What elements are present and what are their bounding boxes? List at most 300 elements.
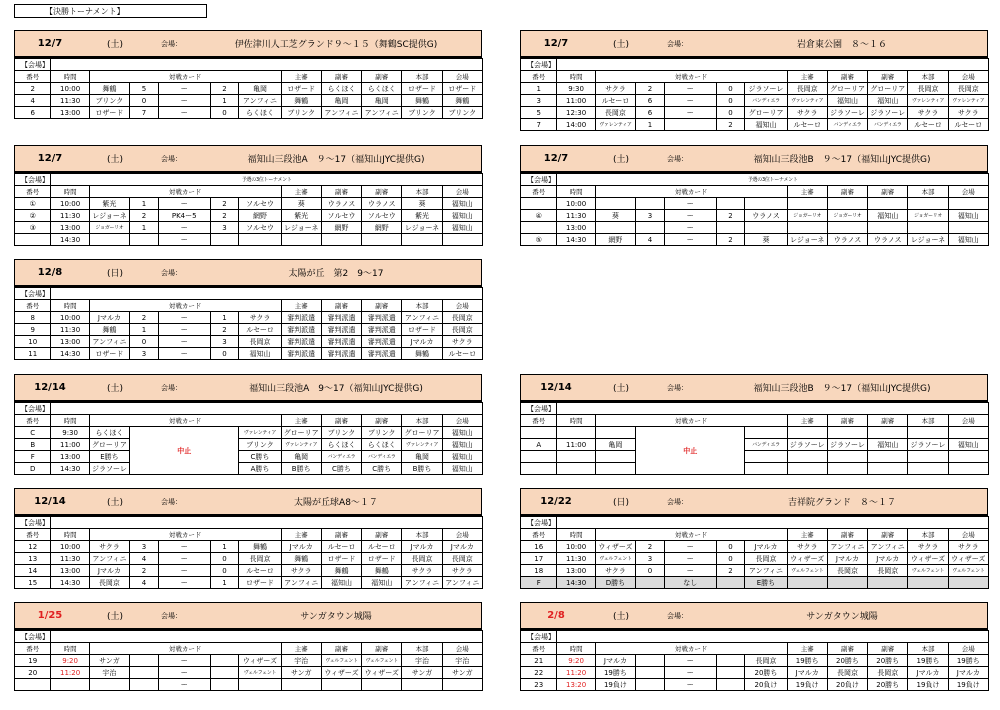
table-cell: 舞鶴 bbox=[321, 565, 361, 577]
table-cell: ー bbox=[664, 541, 716, 553]
table-cell: 19勝ち bbox=[595, 667, 635, 679]
table-cell: 宇治 bbox=[281, 655, 321, 667]
page-title: 【決勝トーナメント】 bbox=[14, 4, 207, 18]
table-cell: ロザード bbox=[442, 83, 482, 95]
table-cell: なし bbox=[664, 577, 716, 589]
table-row bbox=[521, 83, 989, 95]
weekday: (土) bbox=[106, 155, 124, 165]
table-cell bbox=[636, 577, 665, 589]
table-cell: ー bbox=[158, 312, 210, 324]
table-cell: ヴァレンティア bbox=[239, 427, 281, 439]
table-cell: ルセーロ bbox=[442, 348, 482, 360]
table-cell: 長岡京 bbox=[745, 655, 787, 667]
col-header-time: 時間 bbox=[557, 71, 595, 83]
table-cell: ヴァレンティア bbox=[281, 439, 321, 451]
table-cell: アンフィニ bbox=[89, 553, 129, 565]
table-cell: 亀岡 bbox=[281, 451, 321, 463]
table-cell: ー bbox=[664, 222, 716, 234]
col-header-card: 対戦カード bbox=[595, 186, 787, 198]
table-cell: 10:00 bbox=[51, 83, 89, 95]
venue-name: サンガタウン城陽 bbox=[300, 612, 372, 622]
table-cell: アンフィニ bbox=[321, 107, 361, 119]
table-cell bbox=[130, 234, 159, 246]
table-cell: 20勝ち bbox=[745, 667, 787, 679]
table-cell: 9 bbox=[15, 324, 51, 336]
table-cell: ロザード bbox=[89, 107, 129, 119]
table-cell: らくほく bbox=[89, 427, 129, 439]
weekday: (土) bbox=[612, 40, 630, 50]
table-row bbox=[521, 439, 989, 451]
table-cell: アンフィニ bbox=[827, 541, 867, 553]
table-cell bbox=[210, 679, 239, 691]
col-header-main: 主審 bbox=[787, 71, 827, 83]
block-header bbox=[520, 374, 988, 402]
col-header-honbu: 本部 bbox=[402, 71, 442, 83]
table-cell: ⑤ bbox=[521, 234, 557, 246]
table-cell: 11:00 bbox=[557, 439, 595, 451]
table-cell: 20 bbox=[15, 667, 51, 679]
table-cell: Jマルカ bbox=[402, 541, 442, 553]
table-cell: ブリンク bbox=[362, 427, 402, 439]
weekday: (土) bbox=[106, 612, 124, 622]
table-cell: 2 bbox=[210, 198, 239, 210]
table-cell: 20負け bbox=[745, 679, 787, 691]
col-header-sub: 副審 bbox=[827, 71, 867, 83]
table-cell: 2 bbox=[716, 210, 745, 222]
table-cell bbox=[716, 577, 745, 589]
table-cell: 19勝ち bbox=[787, 655, 827, 667]
table-cell bbox=[716, 222, 745, 234]
table-cell: ジラソーレ bbox=[827, 107, 867, 119]
table-cell: バンディエラ bbox=[362, 451, 402, 463]
table-cell: 審判派遣 bbox=[321, 324, 361, 336]
table-cell: 2 bbox=[130, 565, 159, 577]
table-cell bbox=[595, 427, 635, 439]
venue-name: 福知山三段池A ９～17（福知山JYC提供G) bbox=[247, 155, 425, 165]
schedule-block bbox=[520, 602, 988, 691]
table-cell: 長岡京 bbox=[595, 107, 635, 119]
table-row bbox=[15, 577, 483, 589]
block-subtitle bbox=[557, 517, 989, 529]
table-cell: サクラ bbox=[948, 541, 988, 553]
table-cell: 2 bbox=[130, 210, 159, 222]
table-cell: サクラ bbox=[442, 336, 482, 348]
col-header-time: 時間 bbox=[51, 71, 89, 83]
table-header bbox=[15, 300, 483, 312]
table-cell: ルセーロ bbox=[239, 565, 281, 577]
table-cell: 審判派遣 bbox=[321, 336, 361, 348]
table-cell: 0 bbox=[130, 336, 159, 348]
table-cell: ジラソーレ bbox=[787, 439, 827, 451]
table-cell: ー bbox=[664, 210, 716, 222]
weekday: (日) bbox=[612, 498, 630, 508]
venue-label: 会場： bbox=[667, 497, 688, 506]
table-row bbox=[15, 83, 483, 95]
table-cell bbox=[557, 451, 595, 463]
table-cell: ー bbox=[664, 655, 716, 667]
table-cell: ルセーロ bbox=[239, 324, 281, 336]
table-cell: 2 bbox=[130, 312, 159, 324]
table-cell: 福知山 bbox=[827, 95, 867, 107]
table-cell: 11:30 bbox=[557, 210, 595, 222]
schedule-block bbox=[14, 259, 482, 360]
table-cell: ソルセウ bbox=[239, 198, 281, 210]
table-cell: D bbox=[15, 463, 51, 475]
col-header-card: 対戦カード bbox=[89, 186, 281, 198]
table-row bbox=[15, 348, 483, 360]
table-cell: ジラソーレ bbox=[908, 439, 948, 451]
weekday: (土) bbox=[612, 384, 630, 394]
table-cell: 10:00 bbox=[557, 541, 595, 553]
table-cell: 5 bbox=[521, 107, 557, 119]
table-cell bbox=[239, 679, 281, 691]
table-cell: ロザード bbox=[239, 577, 281, 589]
col-header-time: 時間 bbox=[557, 415, 595, 427]
venue-name: サンガタウン城陽 bbox=[806, 612, 878, 622]
table-cell: Jマルカ bbox=[868, 553, 908, 565]
table-cell: 8 bbox=[15, 312, 51, 324]
col-header-card: 対戦カード bbox=[595, 643, 787, 655]
block-subtitle: 予選の3位トーナメント bbox=[51, 174, 483, 186]
table-cell: 網野 bbox=[595, 234, 635, 246]
table-cell: 2 bbox=[15, 83, 51, 95]
table-cell: 17 bbox=[521, 553, 557, 565]
table-cell: バンディエラ bbox=[745, 439, 787, 451]
venue-label: 会場： bbox=[667, 154, 688, 163]
venue-label: 会場： bbox=[161, 497, 182, 506]
table-cell: 4 bbox=[636, 234, 665, 246]
col-header-honbu: 本部 bbox=[908, 71, 948, 83]
table-cell: 舞鶴 bbox=[442, 95, 482, 107]
table-cell: 舞鶴 bbox=[281, 553, 321, 565]
table-cell: アンフィニ bbox=[402, 577, 442, 589]
col-header-honbu: 本部 bbox=[402, 300, 442, 312]
table-cell: ロザード bbox=[281, 83, 321, 95]
table-cell: 福知山 bbox=[442, 439, 482, 451]
table-cell: 6 bbox=[636, 107, 665, 119]
table-row bbox=[15, 553, 483, 565]
table-cell: 11:20 bbox=[557, 667, 595, 679]
col-header-card: 対戦カード bbox=[595, 415, 787, 427]
table-cell: 舞鶴 bbox=[239, 541, 281, 553]
table-cell bbox=[15, 234, 51, 246]
table-cell: バンディエラ bbox=[321, 451, 361, 463]
table-cell: B勝ち bbox=[281, 463, 321, 475]
table-cell: サクラ bbox=[442, 565, 482, 577]
schedule-table bbox=[520, 173, 989, 246]
table-cell: 18 bbox=[521, 565, 557, 577]
col-header-time: 時間 bbox=[51, 186, 89, 198]
col-header-sub: 副審 bbox=[868, 643, 908, 655]
table-cell: 19勝ち bbox=[948, 655, 988, 667]
col-header-card: 対戦カード bbox=[89, 415, 281, 427]
col-header-main: 主審 bbox=[281, 529, 321, 541]
schedule-block bbox=[14, 488, 482, 589]
schedule-block bbox=[14, 602, 482, 691]
table-header bbox=[521, 71, 989, 83]
col-header-no: 番号 bbox=[15, 71, 51, 83]
table-cell: ジラソーレ bbox=[868, 107, 908, 119]
table-cell bbox=[868, 427, 908, 439]
col-header-card: 対戦カード bbox=[89, 300, 281, 312]
table-cell: ー bbox=[664, 107, 716, 119]
table-cell: ソルセウ bbox=[321, 210, 361, 222]
table-cell: 審判派遣 bbox=[281, 336, 321, 348]
col-header-time: 時間 bbox=[51, 529, 89, 541]
block-header bbox=[14, 374, 482, 402]
table-cell: バンディエラ bbox=[868, 119, 908, 131]
table-header bbox=[15, 415, 483, 427]
schedule-table bbox=[520, 516, 989, 589]
table-cell: ヴェルフェント bbox=[787, 565, 827, 577]
table-cell bbox=[636, 222, 665, 234]
cancel-cell: 中止 bbox=[130, 427, 239, 475]
table-header bbox=[521, 415, 989, 427]
block-subtitle bbox=[51, 517, 483, 529]
table-cell: 1 bbox=[210, 312, 239, 324]
table-cell bbox=[745, 198, 787, 210]
match-date: 2/8 bbox=[547, 610, 565, 621]
col-header-sub: 副審 bbox=[827, 186, 867, 198]
table-cell bbox=[130, 655, 159, 667]
table-cell bbox=[362, 234, 402, 246]
col-header-sub: 副審 bbox=[321, 643, 361, 655]
match-date: 12/7 bbox=[543, 38, 569, 49]
table-cell: Jマルカ bbox=[745, 541, 787, 553]
col-header-kaijo: 会場 bbox=[948, 529, 988, 541]
schedule-table bbox=[14, 630, 483, 691]
table-cell: 2 bbox=[210, 324, 239, 336]
table-cell: ④ bbox=[521, 210, 557, 222]
table-row bbox=[15, 655, 483, 667]
table-cell: らくほく bbox=[239, 107, 281, 119]
table-cell: 網野 bbox=[321, 222, 361, 234]
block-header bbox=[14, 30, 482, 58]
table-cell: 0 bbox=[636, 565, 665, 577]
table-cell: ロザード bbox=[321, 553, 361, 565]
table-cell: ウィザーズ bbox=[239, 655, 281, 667]
table-cell bbox=[595, 463, 635, 475]
table-cell: 12 bbox=[15, 541, 51, 553]
table-cell: 福知山 bbox=[948, 439, 988, 451]
table-cell: 長岡京 bbox=[827, 565, 867, 577]
col-header-main: 主審 bbox=[787, 186, 827, 198]
table-cell: レジョーネ bbox=[787, 234, 827, 246]
table-cell: 長岡京 bbox=[239, 336, 281, 348]
col-header-sub: 副審 bbox=[868, 186, 908, 198]
schedule-block bbox=[14, 30, 482, 119]
table-cell: 亀岡 bbox=[595, 439, 635, 451]
col-header-card: 対戦カード bbox=[595, 71, 787, 83]
table-cell bbox=[827, 222, 867, 234]
block-header bbox=[520, 602, 988, 630]
table-cell: 2 bbox=[210, 83, 239, 95]
col-header-no: 番号 bbox=[521, 71, 557, 83]
table-cell bbox=[827, 463, 867, 475]
table-cell: 福知山 bbox=[442, 451, 482, 463]
schedule-table bbox=[14, 516, 483, 589]
table-cell bbox=[442, 679, 482, 691]
table-cell: Jマルカ bbox=[827, 553, 867, 565]
table-cell bbox=[908, 198, 948, 210]
block-header bbox=[14, 602, 482, 630]
table-cell bbox=[664, 119, 716, 131]
schedule-table bbox=[14, 287, 483, 360]
table-cell: 福知山 bbox=[362, 577, 402, 589]
table-cell: 20勝ち bbox=[868, 679, 908, 691]
table-cell bbox=[595, 222, 635, 234]
table-cell: 14 bbox=[15, 565, 51, 577]
table-row bbox=[521, 541, 989, 553]
table-cell: 7 bbox=[130, 107, 159, 119]
col-header-time: 時間 bbox=[557, 643, 595, 655]
table-cell: 長岡京 bbox=[442, 312, 482, 324]
table-cell: 網野 bbox=[362, 222, 402, 234]
table-cell: 11:20 bbox=[51, 667, 89, 679]
schedule-block bbox=[14, 374, 482, 475]
table-cell bbox=[868, 463, 908, 475]
col-header-card: 対戦カード bbox=[595, 529, 787, 541]
table-cell: 7 bbox=[521, 119, 557, 131]
table-cell bbox=[908, 463, 948, 475]
table-cell bbox=[948, 198, 988, 210]
table-cell: 紫光 bbox=[89, 198, 129, 210]
table-cell: 9:30 bbox=[51, 427, 89, 439]
table-cell bbox=[827, 451, 867, 463]
schedule-block bbox=[520, 488, 988, 589]
venue-name: 福知山三段池A 9～17（福知山JYC提供G) bbox=[249, 384, 423, 394]
table-cell bbox=[281, 679, 321, 691]
table-cell: レジョーネ bbox=[908, 234, 948, 246]
cancel-cell: 中止 bbox=[636, 427, 745, 475]
table-cell: C勝ち bbox=[239, 451, 281, 463]
table-cell: 福知山 bbox=[868, 95, 908, 107]
table-cell: 長岡京 bbox=[787, 83, 827, 95]
table-cell: Jマルカ bbox=[402, 336, 442, 348]
table-cell: 審判派遣 bbox=[281, 312, 321, 324]
table-cell bbox=[787, 463, 827, 475]
col-header-honbu: 本部 bbox=[908, 643, 948, 655]
col-header-sub: 副審 bbox=[362, 529, 402, 541]
block-subtitle bbox=[557, 631, 989, 643]
weekday: (土) bbox=[612, 155, 630, 165]
match-date: 12/7 bbox=[37, 153, 63, 164]
table-row bbox=[521, 667, 989, 679]
table-cell: ー bbox=[158, 667, 210, 679]
table-cell: ① bbox=[15, 198, 51, 210]
col-header-honbu: 本部 bbox=[402, 415, 442, 427]
table-row bbox=[15, 541, 483, 553]
table-row bbox=[521, 95, 989, 107]
table-cell: らくほく bbox=[321, 83, 361, 95]
table-cell: ー bbox=[158, 348, 210, 360]
table-cell: ロザード bbox=[362, 553, 402, 565]
table-cell: 審判派遣 bbox=[362, 324, 402, 336]
venue-label: 会場： bbox=[161, 39, 182, 48]
col-header-main: 主審 bbox=[281, 71, 321, 83]
table-cell: 舞鶴 bbox=[362, 565, 402, 577]
block-header bbox=[520, 488, 988, 516]
table-cell bbox=[636, 655, 665, 667]
table-cell: 紫光 bbox=[402, 210, 442, 222]
table-cell bbox=[210, 655, 239, 667]
venue-name: 福知山三段池B ９～17（福知山JYC提供G) bbox=[753, 384, 931, 394]
table-cell: 審判派遣 bbox=[281, 348, 321, 360]
table-cell: 19 bbox=[15, 655, 51, 667]
table-cell: 葵 bbox=[595, 210, 635, 222]
block-header bbox=[14, 488, 482, 516]
table-cell: 舞鶴 bbox=[281, 95, 321, 107]
table-cell: 長岡京 bbox=[868, 667, 908, 679]
table-cell: 10 bbox=[15, 336, 51, 348]
table-cell: Jマルカ bbox=[89, 312, 129, 324]
col-header-sub: 副審 bbox=[827, 529, 867, 541]
table-cell: ヴェルフェント bbox=[908, 565, 948, 577]
table-cell: ー bbox=[158, 198, 210, 210]
col-header-kaijo: 会場 bbox=[442, 643, 482, 655]
table-cell: ヴァレンティア bbox=[787, 95, 827, 107]
table-cell: 1 bbox=[130, 324, 159, 336]
table-cell: ルセーロ bbox=[321, 541, 361, 553]
table-cell: ルセーロ bbox=[787, 119, 827, 131]
table-cell: B勝ち bbox=[402, 463, 442, 475]
table-cell: 1 bbox=[130, 198, 159, 210]
table-cell: C勝ち bbox=[362, 463, 402, 475]
table-cell: ウラノス bbox=[868, 234, 908, 246]
table-cell: 2 bbox=[716, 119, 745, 131]
table-cell: ウィザーズ bbox=[321, 667, 361, 679]
table-cell bbox=[281, 234, 321, 246]
table-cell: 3 bbox=[210, 222, 239, 234]
weekday: (日) bbox=[106, 269, 124, 279]
table-cell: 14:30 bbox=[51, 463, 89, 475]
col-header-honbu: 本部 bbox=[908, 529, 948, 541]
table-cell: 0 bbox=[210, 565, 239, 577]
table-cell: 0 bbox=[210, 348, 239, 360]
table-row bbox=[15, 679, 483, 691]
table-cell: 審判派遣 bbox=[281, 324, 321, 336]
table-cell: ブリンク bbox=[239, 439, 281, 451]
table-cell: ルセーロ bbox=[595, 95, 635, 107]
table-cell: サクラ bbox=[787, 541, 827, 553]
block-header bbox=[14, 259, 482, 287]
table-cell: 紫光 bbox=[281, 210, 321, 222]
table-cell bbox=[745, 451, 787, 463]
table-cell: ルセーロ bbox=[362, 541, 402, 553]
table-cell: 福知山 bbox=[239, 348, 281, 360]
col-header-time: 時間 bbox=[557, 186, 595, 198]
table-row bbox=[15, 427, 483, 439]
table-cell bbox=[89, 679, 129, 691]
col-header-sub: 副審 bbox=[362, 71, 402, 83]
table-cell: グローリア bbox=[868, 83, 908, 95]
table-cell: Jマルカ bbox=[908, 667, 948, 679]
table-cell: Jマルカ bbox=[89, 565, 129, 577]
schedule-block bbox=[520, 145, 988, 246]
table-cell: ヴァレンティア bbox=[595, 119, 635, 131]
schedule-block bbox=[520, 30, 988, 131]
table-cell: ジラソーレ bbox=[827, 439, 867, 451]
table-cell bbox=[557, 463, 595, 475]
table-cell bbox=[321, 679, 361, 691]
table-cell: アンフィニ bbox=[281, 577, 321, 589]
table-cell: ー bbox=[158, 679, 210, 691]
table-cell: ソルセウ bbox=[362, 210, 402, 222]
table-cell: 長岡京 bbox=[442, 324, 482, 336]
col-header-honbu: 本部 bbox=[908, 186, 948, 198]
table-cell: 15 bbox=[15, 577, 51, 589]
table-cell bbox=[745, 222, 787, 234]
